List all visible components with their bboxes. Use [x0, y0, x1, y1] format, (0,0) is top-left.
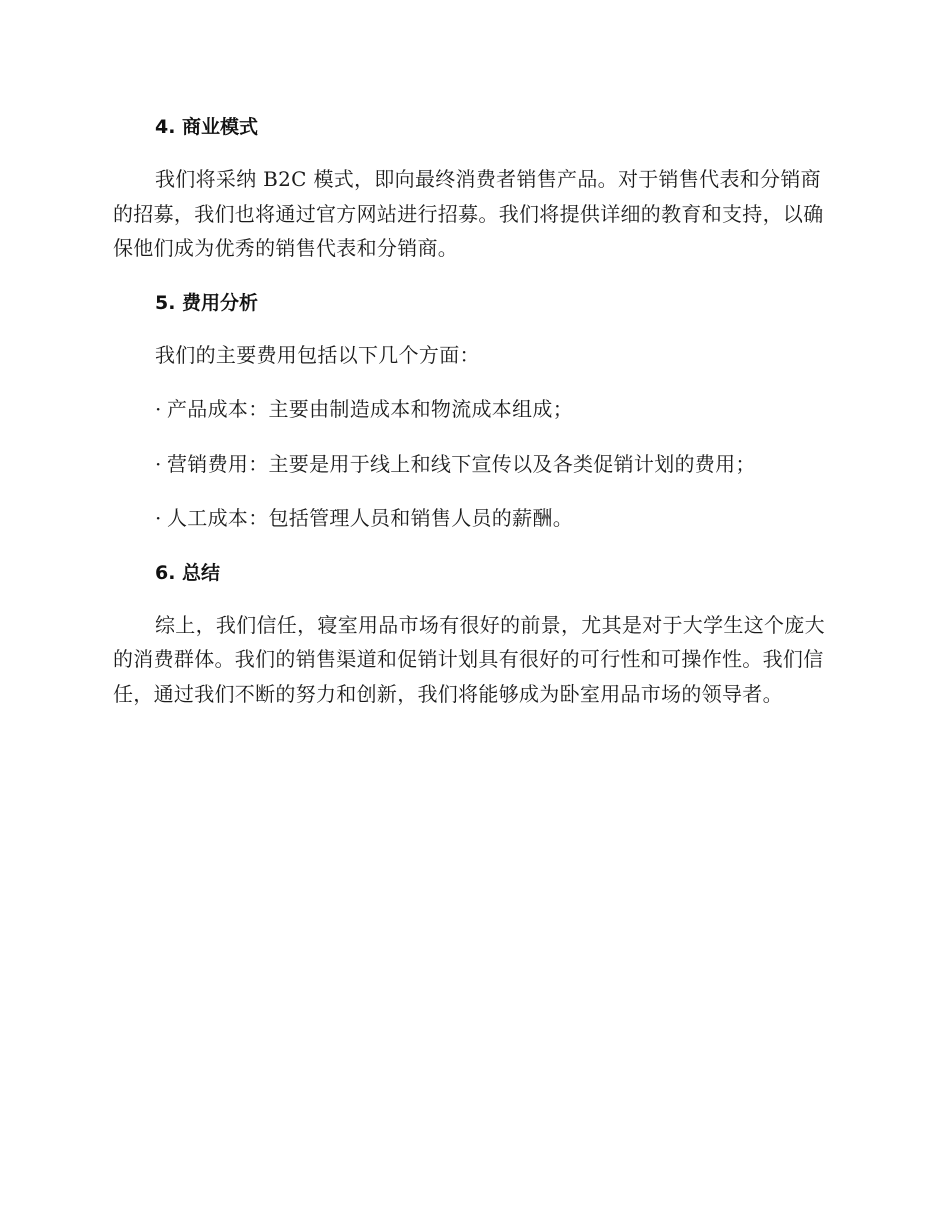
summary-paragraph: 综上，我们信任，寝室用品市场有很好的前景，尤其是对于大学生这个庞大的消费群体。我们的销售渠道和促销计划具有很好的可行性和可操作性。我们信任，通过我们不断的努力和创新，我们将能够成为卧室用品市场的领导者。	[113, 612, 825, 706]
document-content	[113, 110, 833, 731]
cost-bullet-marketing-text: 营销费用：主要是用于线上和线下宣传以及各类促销计划的费用；	[167, 451, 756, 476]
cost-bullet-product-text: 产品成本：主要由制造成本和物流成本组成；	[167, 397, 573, 421]
cost-analysis-intro: 我们的主要费用包括以下几个方面：	[155, 342, 480, 367]
bullet-dot-icon: ·	[155, 397, 162, 421]
cost-bullet-labor-text: 人工成本：包括管理人员和销售人员的薪酬。	[167, 506, 573, 530]
cost-bullet-marketing	[113, 447, 833, 482]
bullet-dot-icon: ·	[155, 451, 162, 476]
cost-bullet-labor	[113, 501, 833, 536]
cost-bullet-product	[113, 392, 833, 427]
section-heading-summary: 6. 总结	[155, 561, 221, 584]
business-model-paragraph: 我们将采纳 B2C 模式，即向最终消费者销售产品。对于销售代表和分销商的招募，我们也将通过官方网站进行招募。我们将提供详细的教育和支持，以确保他们成为优秀的销售代表和分销商。	[113, 167, 824, 260]
section-heading-cost-analysis: 5. 费用分析	[155, 291, 259, 314]
bullet-dot-icon: ·	[155, 506, 162, 530]
section-heading-business-model: 4. 商业模式	[155, 116, 259, 138]
